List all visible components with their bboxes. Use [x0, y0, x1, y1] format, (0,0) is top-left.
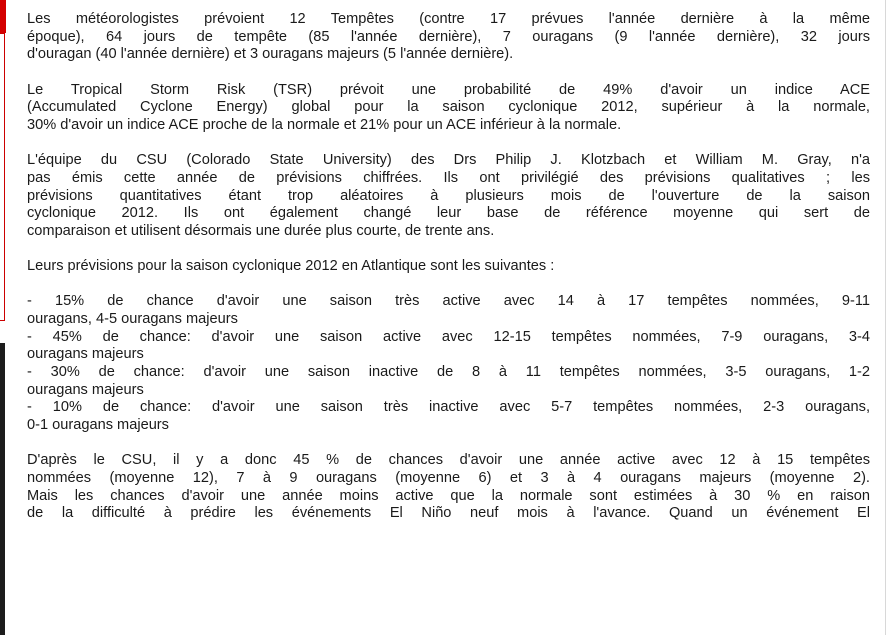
text-line: nommées (moyenne 12), 7 à 9 ouragans (moyenne 6) et 3 à 4 ouragans majeurs (moyenne 2).: [27, 469, 870, 486]
text-line: d'ouragan (40 l'année dernière) et 3 ouragans majeurs (5 l'année dernière).: [27, 46, 514, 63]
text-line: - 10% de chance: d'avoir une saison très inactive avec 5-7 tempêtes nommées, 2-3 ouragans,: [27, 399, 870, 416]
paragraph: [27, 152, 870, 240]
text-line: - 45% de chance: d'avoir une saison active avec 12-15 tempêtes nommées, 7-9 ouragans, 3-4: [27, 328, 870, 345]
text-line: Les météorologistes prévoient 12 Tempêtes (contre 17 prévues l'année dernière à la même: [27, 11, 870, 27]
scrollbar-track[interactable]: [885, 0, 886, 635]
paragraph: [27, 452, 870, 523]
text-line: - 15% de chance d'avoir une saison très active avec 14 à 17 tempêtes nommées, 9-11: [27, 293, 870, 310]
paragraph: [27, 11, 870, 64]
left-red-panel: [0, 33, 5, 321]
paragraph: [27, 293, 870, 434]
text-line: D'après le CSU, il y a donc 45 % de chances d'avoir une année active avec 12 à 15 tempêtes: [27, 452, 870, 469]
text-line: ouragans, 4-5 ouragans majeurs: [27, 311, 238, 328]
text-line: cyclonique 2012. Ils ont également changé leur base de référence moyenne qui sert de: [27, 205, 870, 222]
document-body: [27, 11, 870, 541]
paragraph: [27, 258, 870, 276]
text-line: de la difficulté à prédire les événements El Niño neuf mois à l'avance. Quand un événement El: [27, 505, 870, 522]
text-line: L'équipe du CSU (Colorado State University) des Drs Philip J. Klotzbach et William M. Gray, n'a: [27, 152, 870, 169]
text-line: - 30% de chance: d'avoir une saison inactive de 8 à 11 tempêtes nommées, 3-5 ouragans, 1-2: [27, 364, 870, 381]
text-line: époque), 64 jours de tempête (85 l'année dernière), 7 ouragans (9 l'année dernière), 32 jours: [27, 28, 870, 45]
paragraph: [27, 82, 870, 135]
text-line: prévisions quantitatives étant trop aléatoires à plusieurs mois de l'ouverture de la saison: [27, 187, 870, 204]
text-line: comparaison et utilisent désormais une durée plus courte, de trente ans.: [27, 222, 495, 239]
text-line: 0-1 ouragans majeurs: [27, 417, 169, 434]
text-line: Mais les chances d'avoir une année moins active que la normale sont estimées à 30 % en raison: [27, 487, 870, 504]
text-line: (Accumulated Cyclone Energy) global pour la saison cyclonique 2012, supérieur à la normale,: [27, 99, 870, 116]
text-line: Le Tropical Storm Risk (TSR) prévoit une probabilité de 49% d'avoir un indice ACE: [27, 81, 870, 98]
left-red-bar: [0, 0, 6, 33]
text-line: Leurs prévisions pour la saison cyclonique 2012 en Atlantique sont les suivantes :: [27, 258, 555, 275]
text-line: ouragans majeurs: [27, 346, 144, 363]
text-line: 30% d'avoir un indice ACE proche de la normale et 21% pour un ACE inférieur à la normale.: [27, 116, 622, 133]
left-dark-panel: [0, 343, 5, 635]
text-line: pas émis cette année de prévisions chiffrées. Ils ont privilégié des prévisions qualitatives ; les: [27, 169, 870, 186]
text-line: ouragans majeurs: [27, 381, 144, 398]
